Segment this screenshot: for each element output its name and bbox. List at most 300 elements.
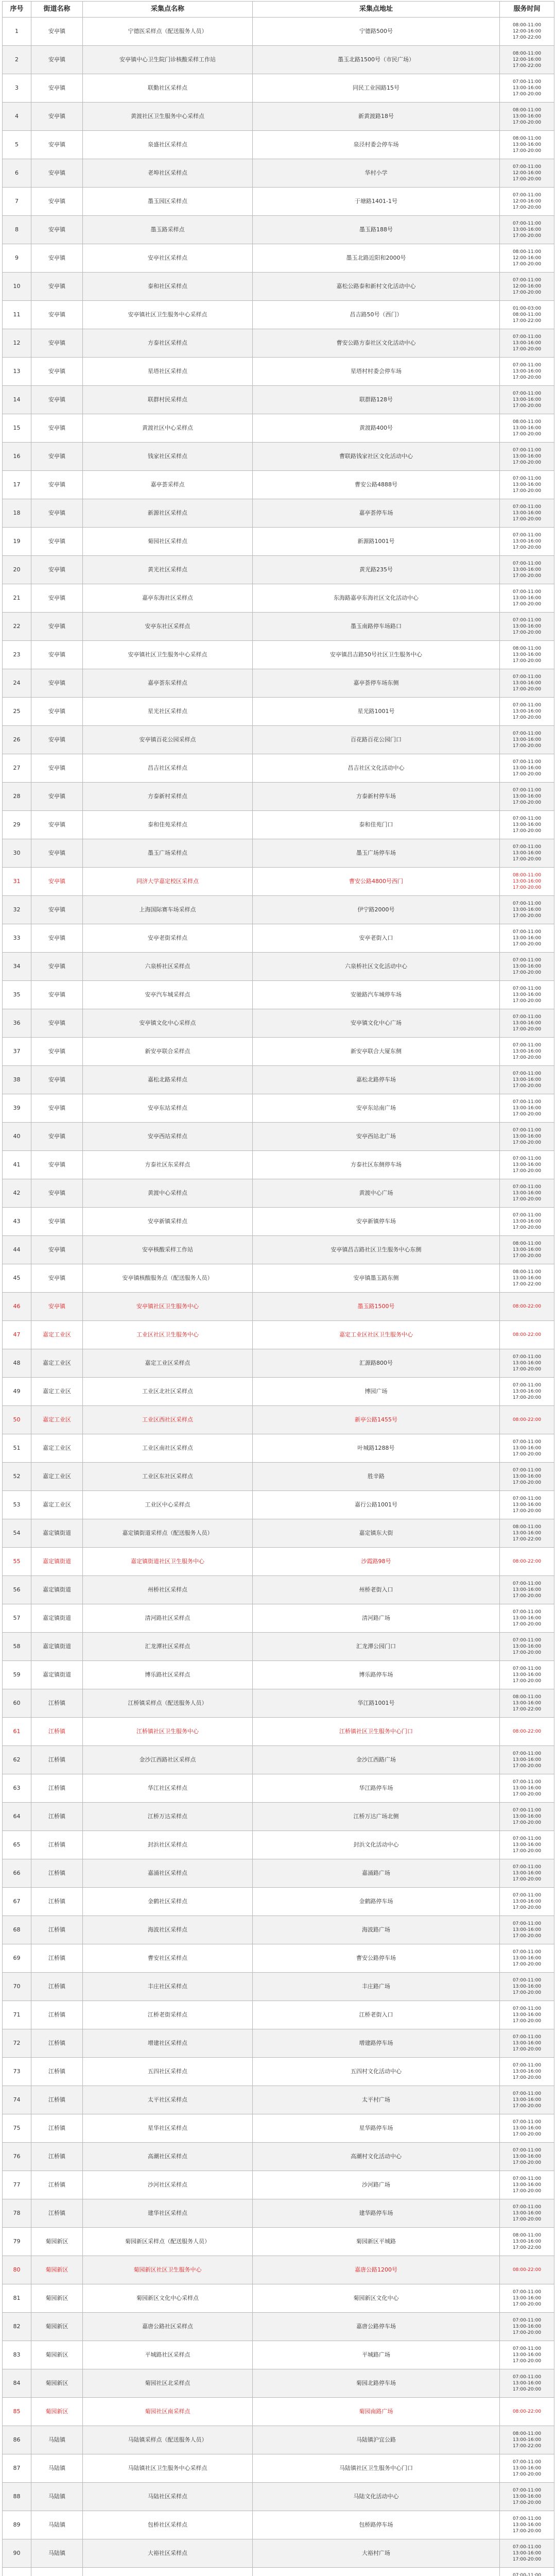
cell-site-name: 博乐路社区采样点 [83,1661,253,1689]
cell-site-name: 安亭东站采样点 [83,1094,253,1123]
table-row [3,2256,554,2284]
cell-street: 江桥镇 [31,2143,83,2171]
cell-street: 安亭镇 [31,1094,83,1123]
cell-index: 28 [3,783,31,811]
cell-site-address: 嘉定工业区社区卫生服务中心 [253,1321,500,1349]
cell-site-name: 泰和佳苑采样点 [83,811,253,839]
cell-street: 嘉定工业区 [31,1406,83,1434]
cell-service-hours: 07:00-11:00 13:00-16:00 17:00-20:00 [500,1831,554,1859]
cell-site-address: 嘉行公路1001号 [253,1491,500,1519]
cell-site-name: 建华社区采样点 [83,2199,253,2228]
cell-index: 56 [3,1576,31,1604]
cell-site-address: 清河路广场 [253,1604,500,1633]
cell-service-hours: 07:00-11:00 13:00-16:00 17:00-20:00 [500,471,554,499]
cell-site-name: 黄渡中心采样点 [83,1179,253,1208]
cell-site-address: 高潮村文化活动中心 [253,2143,500,2171]
cell-site-address: 安亭新镇停车场 [253,1208,500,1236]
table-row [3,1718,554,1746]
cell-service-hours: 07:00-11:00 13:00-16:00 17:00-20:00 [500,1746,554,1774]
cell-site-address: 墨玉广场停车场 [253,839,500,868]
cell-index: 33 [3,924,31,953]
header-site-address: 采集点地址 [253,2,500,18]
table-row [3,528,554,556]
cell-service-hours: 08:00-22:00 [500,2256,554,2284]
cell-site-address: 联群路128号 [253,386,500,414]
cell-service-hours: 01:00-03:00 08:00-11:00 17:00-22:00 [500,301,554,329]
table-row [3,2313,554,2341]
cell-street: 安亭镇 [31,216,83,244]
cell-service-hours: 08:00-11:00 12:00-16:00 17:00-22:00 [500,18,554,46]
cell-service-hours: 07:00-11:00 13:00-16:00 17:00-20:00 [500,499,554,528]
sampling-sites-document [2,1,554,2576]
cell-service-hours: 07:00-11:00 13:00-16:00 17:00-20:00 [500,2539,554,2568]
cell-site-address: 马陆镇社区卫生服务中心门口 [253,2454,500,2483]
cell-service-hours: 07:00-11:00 13:00-16:00 17:00-20:00 [500,74,554,103]
cell-street: 江桥镇 [31,2086,83,2114]
cell-site-name: 州桥社区采样点 [83,1576,253,1604]
cell-service-hours: 08:00-11:00 13:00-16:00 17:00-22:00 [500,2426,554,2454]
cell-site-address: 墨玉路1500号 [253,1293,500,1321]
table-header-row [3,2,554,18]
cell-site-name: 安亭核酸采样工作站 [83,1236,253,1264]
cell-site-address: 嘉唐公路1200号 [253,2256,500,2284]
cell-index: 65 [3,1831,31,1859]
table-row [3,1378,554,1406]
cell-index: 90 [3,2539,31,2568]
cell-service-hours: 07:00-11:00 13:00-16:00 17:00-20:00 [500,443,554,471]
cell-street: 安亭镇 [31,754,83,783]
cell-service-hours: 07:00-11:00 13:00-16:00 17:00-20:00 [500,1208,554,1236]
table-row [3,556,554,584]
cell-site-address: 伊宁路2000号 [253,896,500,924]
cell-street: 安亭镇 [31,669,83,698]
table-row [3,1293,554,1321]
table-row [3,1009,554,1038]
cell-site-address: 州桥老街入口 [253,1576,500,1604]
table-row [3,1463,554,1491]
cell-site-address: 平城路广场 [253,2341,500,2369]
cell-site-name: 安亭东社区采样点 [83,613,253,641]
cell-site-name: 联群村民采样点 [83,386,253,414]
table-row [3,1661,554,1689]
cell-street: 嘉定镇街道 [31,1519,83,1548]
cell-street: 安亭镇 [31,414,83,443]
cell-site-name: 菊园新区文化中心采样点 [83,2284,253,2313]
table-row [3,1151,554,1179]
sampling-sites-table [2,1,554,2576]
cell-site-name: 江桥镇社区卫生服务中心 [83,1718,253,1746]
cell-index: 85 [3,2398,31,2426]
cell-index: 43 [3,1208,31,1236]
cell-site-address: 江桥万达广场北侧 [253,1803,500,1831]
cell-site-address: 嘉松公路泰和新村文化活动中心 [253,273,500,301]
cell-site-name: 马陆镇采样点（配送服务人员） [83,2426,253,2454]
cell-site-name: 平城路社区采样点 [83,2341,253,2369]
table-row [3,924,554,953]
cell-service-hours: 07:00-11:00 13:00-16:00 17:00-20:00 [500,2001,554,2029]
cell-index: 31 [3,868,31,896]
table-row [3,1066,554,1094]
table-row [3,301,554,329]
cell-index: 60 [3,1689,31,1718]
cell-site-address: 星华路停车场 [253,2114,500,2143]
cell-site-address: 华村小学 [253,159,500,188]
table-row [3,1179,554,1208]
cell-service-hours: 07:00-11:00 13:00-16:00 17:00-20:00 [500,953,554,981]
cell-service-hours: 07:00-11:00 12:00-16:00 17:00-20:00 [500,273,554,301]
cell-street: 嘉定工业区 [31,1434,83,1463]
cell-street: 江桥镇 [31,1689,83,1718]
cell-service-hours: 08:00-11:00 13:00-16:00 17:00-20:00 [500,868,554,896]
table-row [3,1746,554,1774]
cell-site-name: 安亭镇社区卫生服务中心 [83,1293,253,1321]
cell-service-hours: 07:00-11:00 13:00-16:00 17:00-20:00 [500,981,554,1009]
cell-street: 嘉定工业区 [31,1349,83,1378]
cell-site-name: 菊园新区社区卫生服务中心 [83,2256,253,2284]
cell-service-hours: 07:00-11:00 13:00-16:00 17:00-20:00 [500,1009,554,1038]
table-row [3,216,554,244]
cell-site-name: 同济大学嘉定校区采样点 [83,868,253,896]
cell-index: 75 [3,2114,31,2143]
table-row [3,2001,554,2029]
table-row [3,2284,554,2313]
cell-service-hours: 07:00-11:00 13:00-16:00 17:00-20:00 [500,556,554,584]
table-row [3,669,554,698]
cell-street: 安亭镇 [31,273,83,301]
cell-site-address: 嘉定镇东大街 [253,1519,500,1548]
cell-site-address: 安驰路汽车城停车场 [253,981,500,1009]
cell-index: 87 [3,2454,31,2483]
cell-site-address: 昌吉路50号（西门） [253,301,500,329]
cell-site-address: 汇龙潭公园门口 [253,1633,500,1661]
cell-street: 江桥镇 [31,1831,83,1859]
cell-street: 安亭镇 [31,1038,83,1066]
cell-site-name: 嘉亭荟东采样点 [83,669,253,698]
cell-site-name: 菊园社区北采样点 [83,2369,253,2398]
cell-service-hours: 08:00-22:00 [500,1406,554,1434]
cell-street: 嘉定镇街道 [31,1633,83,1661]
cell-street: 安亭镇 [31,896,83,924]
cell-index: 41 [3,1151,31,1179]
cell-service-hours: 07:00-11:00 13:00-16:00 17:00-20:00 [500,698,554,726]
cell-service-hours: 07:00-11:00 13:00-16:00 17:00-20:00 [500,1944,554,1973]
cell-service-hours: 07:00-11:00 13:00-16:00 17:00-20:00 [500,613,554,641]
cell-site-name: 江桥老街采样点 [83,2001,253,2029]
cell-service-hours: 07:00-11:00 13:00-16:00 17:00-20:00 [500,2199,554,2228]
cell-street: 安亭镇 [31,1208,83,1236]
cell-site-name: 泰和社区采样点 [83,273,253,301]
cell-index: 9 [3,244,31,273]
cell-service-hours: 07:00-11:00 13:00-16:00 17:00-20:00 [500,528,554,556]
cell-street: 安亭镇 [31,953,83,981]
cell-index: 30 [3,839,31,868]
table-row [3,1123,554,1151]
cell-site-address: 方泰新村停车场 [253,783,500,811]
cell-street: 江桥镇 [31,2199,83,2228]
cell-service-hours: 07:00-11:00 13:00-16:00 17:00-20:00 [500,1774,554,1803]
cell-index [3,2568,31,2576]
cell-service-hours: 07:00-11:00 13:00-16:00 17:00-20:00 [500,783,554,811]
cell-index: 55 [3,1548,31,1576]
cell-street: 安亭镇 [31,499,83,528]
table-row [3,641,554,669]
cell-site-address: 增建路停车场 [253,2029,500,2058]
cell-service-hours: 07:00-11:00 13:00-16:00 17:00-20:00 [500,2143,554,2171]
cell-site-name: 工业区西社区采样点 [83,1406,253,1434]
cell-site-address: 沙霞路98号 [253,1548,500,1576]
cell-site-name: 星光社区采样点 [83,698,253,726]
cell-street: 嘉定镇街道 [31,1604,83,1633]
cell-street: 安亭镇 [31,698,83,726]
cell-index: 44 [3,1236,31,1264]
cell-index: 74 [3,2086,31,2114]
cell-site-name: 嘉定工业区采样点 [83,1349,253,1378]
cell-index: 52 [3,1463,31,1491]
cell-index: 80 [3,2256,31,2284]
cell-site-name: 清河路社区采样点 [83,1604,253,1633]
table-row [3,1208,554,1236]
cell-site-address: 东海路嘉亭东海社区文化活动中心 [253,584,500,613]
cell-street: 安亭镇 [31,244,83,273]
cell-site-name: 马陆社区采样点 [83,2483,253,2511]
cell-site-name: 六泉桥社区采样点 [83,953,253,981]
cell-service-hours: 08:00-22:00 [500,1293,554,1321]
table-row [3,414,554,443]
cell-site-address: 金鹤路停车场 [253,1888,500,1916]
cell-service-hours: 07:00-11:00 13:00-16:00 17:00-20:00 [500,2483,554,2511]
cell-index: 16 [3,443,31,471]
cell-site-address: 星塔村村委会停车场 [253,358,500,386]
table-row [3,499,554,528]
cell-index: 64 [3,1803,31,1831]
cell-street: 安亭镇 [31,329,83,358]
cell-site-name: 嘉唐公路社区采样点 [83,2313,253,2341]
cell-site-name: 安亭镇百花公园采样点 [83,726,253,754]
cell-service-hours: 07:00-11:00 13:00-16:00 17:00-20:00 [500,1434,554,1463]
cell-index: 5 [3,131,31,159]
cell-street: 江桥镇 [31,2058,83,2086]
cell-site-address: 黄光路235号 [253,556,500,584]
cell-index: 86 [3,2426,31,2454]
cell-index: 22 [3,613,31,641]
cell-site-name: 安亭老街采样点 [83,924,253,953]
table-row [3,1689,554,1718]
cell-service-hours: 08:00-22:00 [500,1548,554,1576]
cell-service-hours: 07:00-11:00 13:00-16:00 17:00-20:00 [500,584,554,613]
cell-street: 江桥镇 [31,2171,83,2199]
cell-site-name [83,2568,253,2576]
cell-index: 45 [3,1264,31,1293]
cell-site-address: 安亭镇墨玉路东侧 [253,1264,500,1293]
cell-index: 27 [3,754,31,783]
cell-street: 安亭镇 [31,1009,83,1038]
cell-index: 21 [3,584,31,613]
cell-site-address: 同民工业园路15号 [253,74,500,103]
cell-service-hours: 07:00-11:00 13:00-16:00 17:00-20:00 [500,1491,554,1519]
table-row [3,188,554,216]
cell-site-address: 菊园南路广场 [253,2398,500,2426]
cell-index: 18 [3,499,31,528]
cell-site-name: 工业区东社区采样点 [83,1463,253,1491]
cell-service-hours: 07:00-11:00 13:00-16:00 17:00-20:00 [500,1576,554,1604]
cell-site-name: 封浜社区采样点 [83,1831,253,1859]
cell-service-hours: 08:00-22:00 [500,1718,554,1746]
cell-street: 嘉定镇街道 [31,1661,83,1689]
cell-service-hours: 08:00-11:00 13:00-16:00 17:00-22:00 [500,1519,554,1548]
cell-site-address: 海波路广场 [253,1916,500,1944]
cell-index: 1 [3,18,31,46]
cell-site-address: 黄渡路400号 [253,414,500,443]
cell-index: 23 [3,641,31,669]
table-row [3,1604,554,1633]
cell-index: 26 [3,726,31,754]
cell-street: 嘉定工业区 [31,1321,83,1349]
cell-street: 安亭镇 [31,1236,83,1264]
cell-site-name: 嘉松北路采样点 [83,1066,253,1094]
cell-index: 2 [3,46,31,74]
cell-site-address: 墨玉北路1500号（市民广场） [253,46,500,74]
cell-street: 安亭镇 [31,159,83,188]
cell-site-address: 安亭老街入口 [253,924,500,953]
cell-site-name: 安亭社区采样点 [83,244,253,273]
cell-index: 71 [3,2001,31,2029]
cell-site-name: 丰庄社区采样点 [83,1973,253,2001]
cell-site-address: 新安亭联合大厦东侧 [253,1038,500,1066]
cell-service-hours: 08:00-11:00 13:00-16:00 17:00-22:00 [500,1689,554,1718]
cell-service-hours: 07:00-11:00 13:00-16:00 17:00-20:00 [500,1633,554,1661]
cell-site-name: 昌吉社区采样点 [83,754,253,783]
cell-service-hours: 08:00-11:00 13:00-16:00 17:00-20:00 [500,641,554,669]
cell-service-hours: 07:00-11:00 13:00-16:00 17:00-20:00 [500,896,554,924]
cell-index: 69 [3,1944,31,1973]
cell-street: 江桥镇 [31,1973,83,2001]
cell-site-address: 曹安公路方泰社区文化活动中心 [253,329,500,358]
table-row [3,1548,554,1576]
table-row [3,386,554,414]
cell-service-hours: 07:00-11:00 13:00-16:00 17:00-20:00 [500,839,554,868]
cell-index: 4 [3,103,31,131]
cell-index: 8 [3,216,31,244]
cell-street: 江桥镇 [31,1916,83,1944]
cell-street: 江桥镇 [31,1746,83,1774]
header-service-hours: 服务时间 [500,2,554,18]
cell-site-name: 星华社区采样点 [83,2114,253,2143]
cell-site-address: 嘉亭荟停车场东侧 [253,669,500,698]
cell-site-name: 上海国际赛车场采样点 [83,896,253,924]
cell-street: 江桥镇 [31,2114,83,2143]
table-row [3,1633,554,1661]
table-row [3,868,554,896]
cell-index: 89 [3,2511,31,2539]
cell-index: 20 [3,556,31,584]
cell-site-address: 江桥镇社区卫生服务中心门口 [253,1718,500,1746]
cell-site-name: 安亭镇社区卫生服务中心采样点 [83,301,253,329]
cell-street: 安亭镇 [31,386,83,414]
cell-index: 15 [3,414,31,443]
cell-service-hours: 07:00-11:00 13:00-16:00 17:00-20:00 [500,2313,554,2341]
cell-site-address: 安亭镇昌吉路社区卫生服务中心东侧 [253,1236,500,1264]
cell-site-address: 嘉唐公路停车场 [253,2313,500,2341]
cell-site-name: 安亭汽车城采样点 [83,981,253,1009]
table-row [3,1519,554,1548]
table-row [3,783,554,811]
table-row [3,811,554,839]
cell-site-address: 丰庄路广场 [253,1973,500,2001]
header-site-name: 采集点名称 [83,2,253,18]
cell-site-address: 华江路1001号 [253,1689,500,1718]
cell-site-address: 曹安公路4800号西门 [253,868,500,896]
cell-index: 42 [3,1179,31,1208]
cell-service-hours: 08:00-22:00 [500,2398,554,2426]
cell-site-address: 墨玉路188号 [253,216,500,244]
cell-site-name: 工业区北社区采样点 [83,1378,253,1406]
cell-index: 61 [3,1718,31,1746]
cell-service-hours: 07:00-11:00 13:00-16:00 17:00-20:00 [500,1038,554,1066]
cell-service-hours: 07:00-11:00 12:00-16:00 17:00-20:00 [500,188,554,216]
cell-site-address: 安亭东站南广场 [253,1094,500,1123]
table-row [3,1916,554,1944]
table-row [3,726,554,754]
cell-site-address: 叶城路1288号 [253,1434,500,1463]
cell-site-address: 安亭镇昌吉路50号社区卫生服务中心 [253,641,500,669]
cell-street: 菊园新区 [31,2341,83,2369]
cell-site-name: 方泰社区采样点 [83,329,253,358]
cell-site-name: 黄渡社区中心采样点 [83,414,253,443]
cell-index: 82 [3,2313,31,2341]
table-row [3,1888,554,1916]
cell-street: 江桥镇 [31,1803,83,1831]
table-row [3,2341,554,2369]
cell-site-name: 泉盛社区采样点 [83,131,253,159]
cell-service-hours: 08:00-11:00 13:00-16:00 17:00-22:00 [500,1264,554,1293]
cell-street: 江桥镇 [31,1774,83,1803]
cell-street: 安亭镇 [31,839,83,868]
cell-index: 59 [3,1661,31,1689]
cell-index: 70 [3,1973,31,2001]
cell-site-name: 安亭镇社区卫生服务中心采样点 [83,641,253,669]
cell-service-hours: 07:00-11:00 13:00-16:00 17:00-20:00 [500,2058,554,2086]
cell-service-hours: 08:00-11:00 13:00-16:00 17:00-20:00 [500,414,554,443]
cell-site-address: 华江路停车场 [253,1774,500,1803]
cell-site-name: 工业区南社区采样点 [83,1434,253,1463]
cell-index: 51 [3,1434,31,1463]
cell-index: 63 [3,1774,31,1803]
cell-service-hours: 07:00-11:00 13:00-16:00 17:00-20:00 [500,1094,554,1123]
cell-site-address: 大裕村广场 [253,2539,500,2568]
cell-index: 40 [3,1123,31,1151]
table-row [3,1094,554,1123]
cell-index: 19 [3,528,31,556]
cell-index: 34 [3,953,31,981]
cell-street: 马陆镇 [31,2511,83,2539]
cell-index: 48 [3,1349,31,1378]
cell-index: 62 [3,1746,31,1774]
cell-index: 38 [3,1066,31,1094]
table-row [3,2398,554,2426]
table-row [3,953,554,981]
cell-service-hours: 07:00-11:00 13:00-16:00 17:00-20:00 [500,2511,554,2539]
table-row [3,2426,554,2454]
cell-index: 58 [3,1633,31,1661]
cell-street: 江桥镇 [31,1888,83,1916]
cell-index: 47 [3,1321,31,1349]
cell-street: 安亭镇 [31,981,83,1009]
cell-street: 菊园新区 [31,2369,83,2398]
cell-site-name: 黄渡社区卫生服务中心采样点 [83,103,253,131]
table-row [3,471,554,499]
cell-site-address: 博乐路停车场 [253,1661,500,1689]
cell-site-address [253,2568,500,2576]
